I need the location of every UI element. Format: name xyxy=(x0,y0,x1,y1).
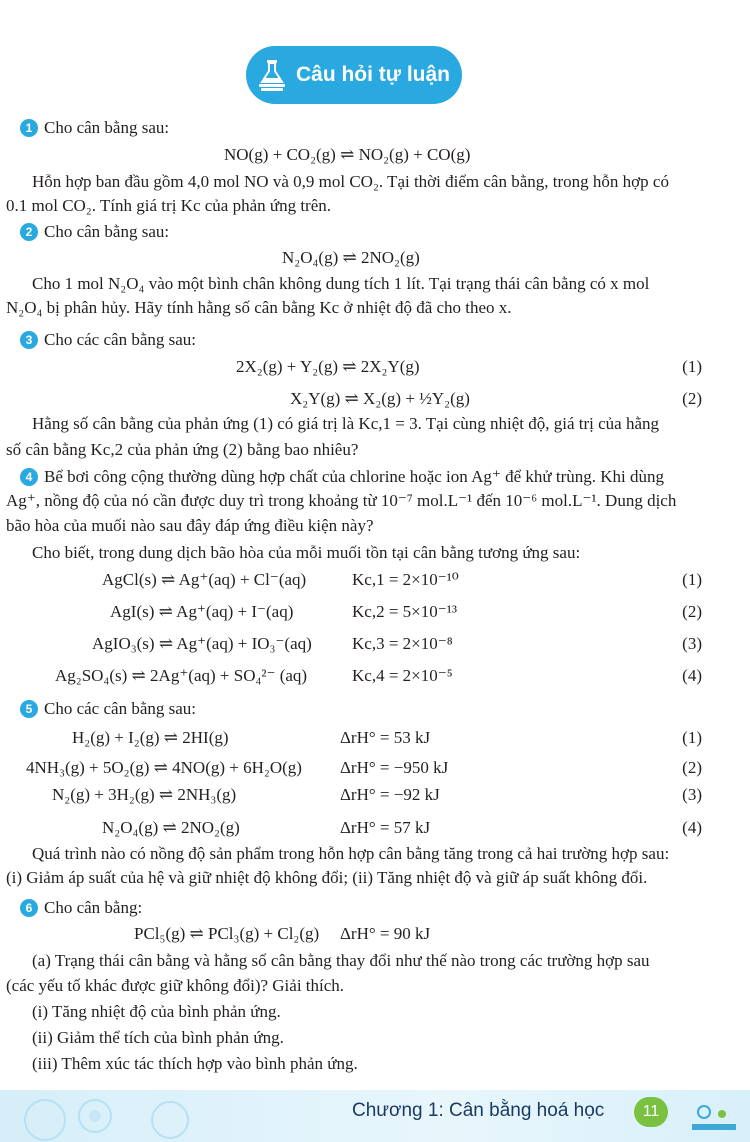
section-header xyxy=(246,46,462,104)
text-line: số cân bằng Kc,2 của phản ứng (2) bằng bao nhiêu? xyxy=(6,440,359,459)
question-number: 2 xyxy=(20,223,38,241)
text-line: bão hòa của muối nào sau đây đáp ứng điều kiện này? xyxy=(6,516,374,535)
equation: N₂(g) + 3H₂(g) ⇌ 2NH₃(g) xyxy=(52,785,237,804)
kc-value: Kc,3 = 2×10⁻⁸ xyxy=(352,634,453,653)
question-5 xyxy=(20,699,196,719)
equation-tag: (2) xyxy=(682,602,702,621)
question-number: 3 xyxy=(20,331,38,349)
text-line: N₂O₄ bị phân hủy. Hãy tính hằng số cân bằng Kc ở nhiệt độ đã cho theo x. xyxy=(6,298,512,317)
text-line: Hằng số cân bằng của phản ứng (1) có giá trị là Kc,1 = 3. Tại cùng nhiệt độ, giá trị của hằng xyxy=(32,414,659,433)
text-line: Cho 1 mol N₂O₄ vào một bình chân không dung tích 1 lít. Tại trạng thái cân bằng có x mol xyxy=(32,274,650,293)
question-prompt: Cho các cân bằng sau: xyxy=(44,699,196,718)
question-prompt: Cho cân bằng: xyxy=(44,898,143,917)
text-line: (ii) Giảm thể tích của bình phản ứng. xyxy=(32,1028,284,1047)
text-line: (iii) Thêm xúc tác thích hợp vào bình phản ứng. xyxy=(32,1054,358,1073)
equation-tag: (2) xyxy=(682,758,702,777)
equilibrium-eq: AgCl(s) ⇌ Ag⁺(aq) + Cl⁻(aq) xyxy=(102,570,307,589)
kc-value: Kc,2 = 5×10⁻¹³ xyxy=(352,602,457,621)
kc-value: Kc,4 = 2×10⁻⁵ xyxy=(352,666,453,685)
text-line: Quá trình nào có nồng độ sản phẩm trong hỗn hợp cân bằng tăng trong cả hai trường hợp sau: xyxy=(32,844,670,863)
kc-value: Kc,1 = 2×10⁻¹⁰ xyxy=(352,570,459,589)
equilibrium-eq: AgIO₃(s) ⇌ Ag⁺(aq) + IO₃⁻(aq) xyxy=(92,634,312,653)
equation-tag: (3) xyxy=(682,634,702,653)
equation: N₂O₄(g) ⇌ 2NO₂(g) xyxy=(102,818,240,837)
text-line: (i) Tăng nhiệt độ của bình phản ứng. xyxy=(32,1002,281,1021)
equilibrium-eq: Ag₂SO₄(s) ⇌ 2Ag⁺(aq) + SO₄²⁻ (aq) xyxy=(55,666,308,685)
question-number: 5 xyxy=(20,700,38,718)
question-number: 4 xyxy=(20,468,38,486)
equation: PCl₅(g) ⇌ PCl₃(g) + Cl₂(g) xyxy=(134,924,320,943)
equation-2: X₂Y(g) ⇌ X₂(g) + ½Y₂(g) xyxy=(290,389,470,408)
chapter-title: Chương 1: Cân bằng hoá học xyxy=(352,1100,605,1121)
equation-tag: (1) xyxy=(682,570,702,589)
enthalpy-value: ΔrH° = −950 kJ xyxy=(340,758,449,777)
question-3 xyxy=(20,330,196,350)
equation-1: 2X₂(g) + Y₂(g) ⇌ 2X₂Y(g) xyxy=(236,357,420,376)
equation: N₂O₄(g) ⇌ 2NO₂(g) xyxy=(282,248,420,267)
question-number: 1 xyxy=(20,119,38,137)
text-line: 0.1 mol CO₂. Tính giá trị Kc của phản ứng trên. xyxy=(6,196,332,215)
enthalpy-value: ΔrH° = 90 kJ xyxy=(340,924,431,943)
question-number: 6 xyxy=(20,899,38,917)
enthalpy-value: ΔrH° = −92 kJ xyxy=(340,785,440,804)
enthalpy-value: ΔrH° = 57 kJ xyxy=(340,818,431,837)
text-line: Hỗn hợp ban đầu gồm 4,0 mol NO và 0,9 mol CO₂. Tại thời điểm cân bằng, trong hỗn hợp có xyxy=(32,172,669,191)
question-1 xyxy=(20,118,169,138)
equation-tag: (1) xyxy=(682,728,702,747)
equation-tag: (2) xyxy=(682,389,702,408)
question-prompt: Cho cân bằng sau: xyxy=(44,222,170,241)
text-line: Bể bơi công cộng thường dùng hợp chất của chlorine hoặc ion Ag⁺ để khử trùng. Khi dùng xyxy=(44,467,664,486)
question-prompt: Cho cân bằng sau: xyxy=(44,118,170,137)
question-2 xyxy=(20,222,169,242)
equation: 4NH₃(g) + 5O₂(g) ⇌ 4NO(g) + 6H₂O(g) xyxy=(26,758,302,777)
equilibrium-eq: AgI(s) ⇌ Ag⁺(aq) + I⁻(aq) xyxy=(110,602,294,621)
page-number: 11 xyxy=(634,1097,668,1127)
equation-tag: (4) xyxy=(682,666,702,685)
text-line: Cho biết, trong dung dịch bão hòa của mỗi muối tồn tại cân bằng tương ứng sau: xyxy=(32,543,581,562)
molecule-decoration-icon xyxy=(0,1090,250,1142)
page-footer xyxy=(0,1090,750,1142)
flask-book-icon xyxy=(258,58,286,92)
equation-tag: (4) xyxy=(682,818,702,837)
question-6 xyxy=(20,898,142,918)
lab-decoration-icon xyxy=(684,1100,744,1140)
question-prompt: Cho các cân bằng sau: xyxy=(44,330,196,349)
equation-tag: (3) xyxy=(682,785,702,804)
enthalpy-value: ΔrH° = 53 kJ xyxy=(340,728,431,747)
text-line: (các yếu tố khác được giữ không đổi)? Giải thích. xyxy=(6,976,345,995)
equation: NO(g) + CO₂(g) ⇌ NO₂(g) + CO(g) xyxy=(224,145,471,164)
text-line: Ag⁺, nồng độ của nó cần được duy trì trong khoảng từ 10⁻⁷ mol.L⁻¹ đến 10⁻⁶ mol.L⁻¹. Dung dịch xyxy=(6,491,677,510)
question-4 xyxy=(20,467,664,487)
text-line: (a) Trạng thái cân bằng và hằng số cân bằng thay đổi như thế nào trong các trường hợp sau xyxy=(32,951,650,970)
equation-tag: (1) xyxy=(682,357,702,376)
section-title: Câu hỏi tự luận xyxy=(295,63,451,86)
equation: H₂(g) + I₂(g) ⇌ 2HI(g) xyxy=(72,728,229,747)
text-line: (i) Giảm áp suất của hệ và giữ nhiệt độ không đổi; (ii) Tăng nhiệt độ và giữ áp suất không đổi. xyxy=(6,868,648,887)
